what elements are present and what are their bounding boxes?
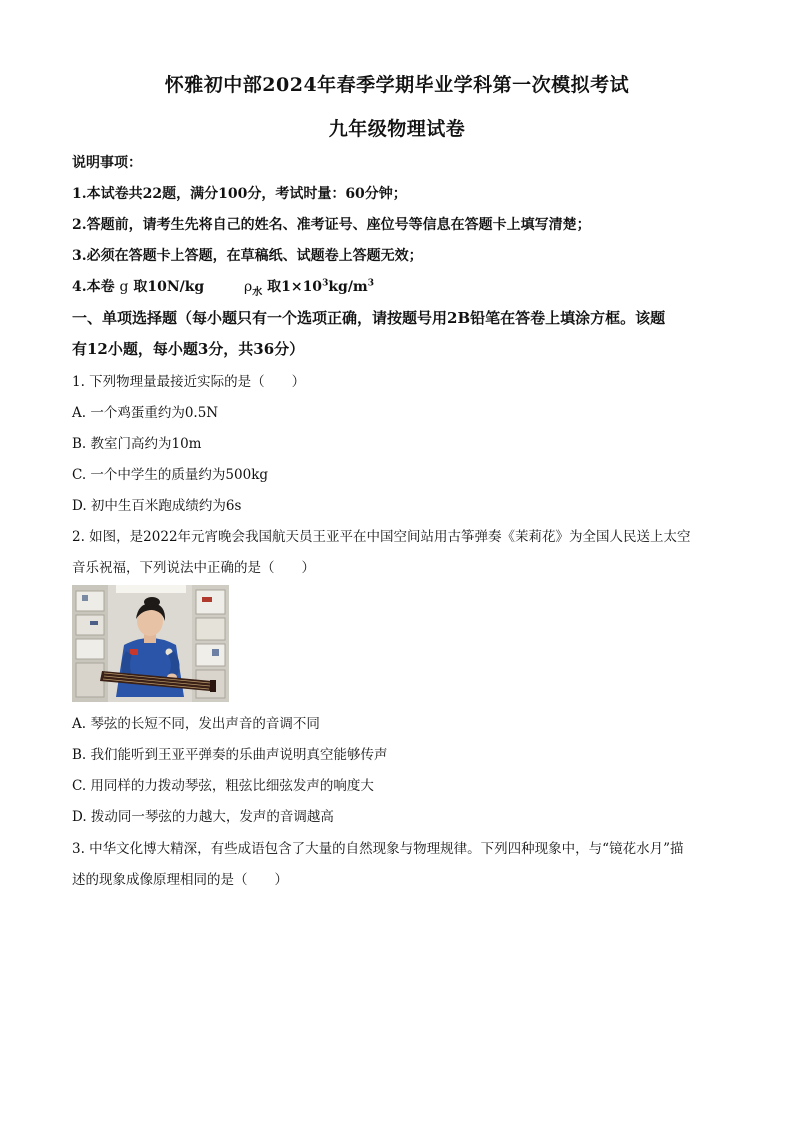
instruction-item-3: 3.必须在答题卡上答题，在草稿纸、试题卷上答题无效； [72,248,423,264]
exam-title: 怀雅初中部2024年春季学期毕业学科第一次模拟考试 [164,74,630,96]
g-symbol: g [119,279,129,295]
constants-prefix: 4.本卷 [72,279,115,295]
instruction-item-1: 1.本试卷共22题，满分100分，考试时量：60分钟； [72,186,407,202]
question-1-option-d: D. 初中生百米跑成绩约为6s [72,498,242,514]
section-1-heading-line-1: 一、单项选择题（每小题只有一个选项正确，请按题号用2B铅笔在答卷上填涂方框。该题 [72,309,666,327]
question-2-option-c: C. 用同样的力拨动琴弦，粗弦比细弦发声的响度大 [72,778,374,794]
g-value: 取10N/kg [133,279,205,295]
question-2-option-b: B. 我们能听到王亚平弹奏的乐曲声说明真空能够传声 [72,747,388,763]
rho-unit: kg/m [328,279,368,295]
rho-subscript: 水 [252,286,263,298]
question-1-option-b: B. 教室门高约为10m [72,436,202,452]
question-1-stem: 1. 下列物理量最接近实际的是（ ） [72,374,306,390]
question-2-option-d: D. 拨动同一琴弦的力越大，发声的音调越高 [72,809,334,825]
question-2-stem-line-2: 音乐祝福，下列说法中正确的是（ ） [72,560,315,576]
instruction-item-4 [72,276,732,296]
question-3-stem-line-2: 述的现象成像原理相同的是（ ） [72,872,288,888]
rho-unit-exponent: 3 [367,278,375,289]
question-2-option-a: A. 琴弦的长短不同，发出声音的音调不同 [72,716,320,732]
rho-symbol: ρ [243,279,253,295]
rho-exponent: 3 [322,278,329,289]
rho-value-a: 取1×10 [267,279,323,295]
astronaut-guzheng-photo [72,585,229,702]
section-1-heading-line-2: 有12小题，每小题3分，共36分） [72,340,305,358]
question-3-stem-line-1: 3. 中华文化博大精深，有些成语包含了大量的自然现象与物理规律。下列四种现象中，与“镜花水月”描 [72,841,684,857]
instructions-heading: 说明事项： [72,155,142,171]
instruction-item-2: 2.答题前，请考生先将自己的姓名、准考证号、座位号等信息在答题卡上填写清楚； [72,217,591,233]
question-2-stem-line-1: 2. 如图，是2022年元宵晚会我国航天员王亚平在中国空间站用古筝弹奏《茉莉花》为全国人民送上太空 [72,529,691,545]
question-1-option-c: C. 一个中学生的质量约为500kg [72,467,269,483]
question-1-option-a: A. 一个鸡蛋重约为0.5N [72,405,219,421]
exam-subtitle: 九年级物理试卷 [328,118,466,140]
